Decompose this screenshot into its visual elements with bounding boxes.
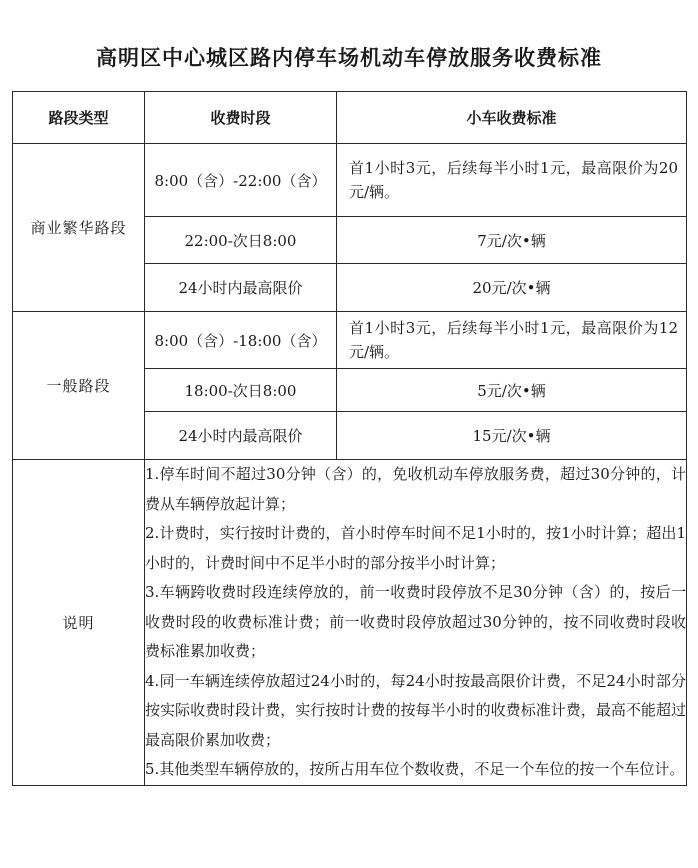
note-item: 2.计费时，实行按时计费的，首小时停车时间不足1小时的，按1小时计算；超出1小时的，计费时间中不足半小时的部分按半小时计算； <box>145 524 686 572</box>
rate-cell: 首1小时3元，后续每半小时1元，最高限价为20元/辆。 <box>337 144 687 217</box>
period-cell: 8:00（含）-18:00（含） <box>145 312 337 369</box>
note-item: 4.同一车辆连续停放超过24小时的，每24小时按最高限价计费，不足24小时部分按实际收费时段计费，实行按时计费的按每半小时的收费标准计费，最高不能超过最高限价累加收费； <box>145 671 686 749</box>
notes-row <box>13 460 687 786</box>
fee-table <box>12 91 687 786</box>
note-item: 5.其他类型车辆停放的，按所占用车位个数收费，不足一个车位的按一个车位计。 <box>145 760 685 778</box>
rate-cell: 首1小时3元，后续每半小时1元，最高限价为12元/辆。 <box>337 312 687 369</box>
document-title: 高明区中心城区路内停车场机动车停放服务收费标准 <box>96 46 602 70</box>
table-header-row <box>13 92 687 144</box>
notes-cell <box>145 460 687 786</box>
rate-cell: 7元/次•辆 <box>337 217 687 264</box>
segment-commercial: 商业繁华路段 <box>13 144 145 312</box>
note-item: 1.停车时间不超过30分钟（含）的，免收机动车停放服务费，超过30分钟的，计费从车辆停放起计算； <box>145 465 686 513</box>
header-segment-type: 路段类型 <box>13 92 145 144</box>
period-cell: 24小时内最高限价 <box>145 264 337 312</box>
rate-cell: 5元/次•辆 <box>337 369 687 412</box>
notes-label: 说明 <box>13 460 145 786</box>
period-cell: 8:00（含）-22:00（含） <box>145 144 337 217</box>
table-row <box>13 312 687 369</box>
period-cell: 24小时内最高限价 <box>145 412 337 460</box>
table-row <box>13 144 687 217</box>
period-cell: 22:00-次日8:00 <box>145 217 337 264</box>
period-cell: 18:00-次日8:00 <box>145 369 337 412</box>
segment-general: 一般路段 <box>13 312 145 460</box>
rate-cell: 15元/次•辆 <box>337 412 687 460</box>
note-item: 3.车辆跨收费时段连续停放的，前一收费时段停放不足30分钟（含）的，按后一收费时段的收费标准计费；前一收费时段停放超过30分钟的，按不同收费时段收费标准累加收费； <box>145 583 686 660</box>
header-rate: 小车收费标准 <box>337 92 687 144</box>
header-period: 收费时段 <box>145 92 337 144</box>
rate-cell: 20元/次•辆 <box>337 264 687 312</box>
